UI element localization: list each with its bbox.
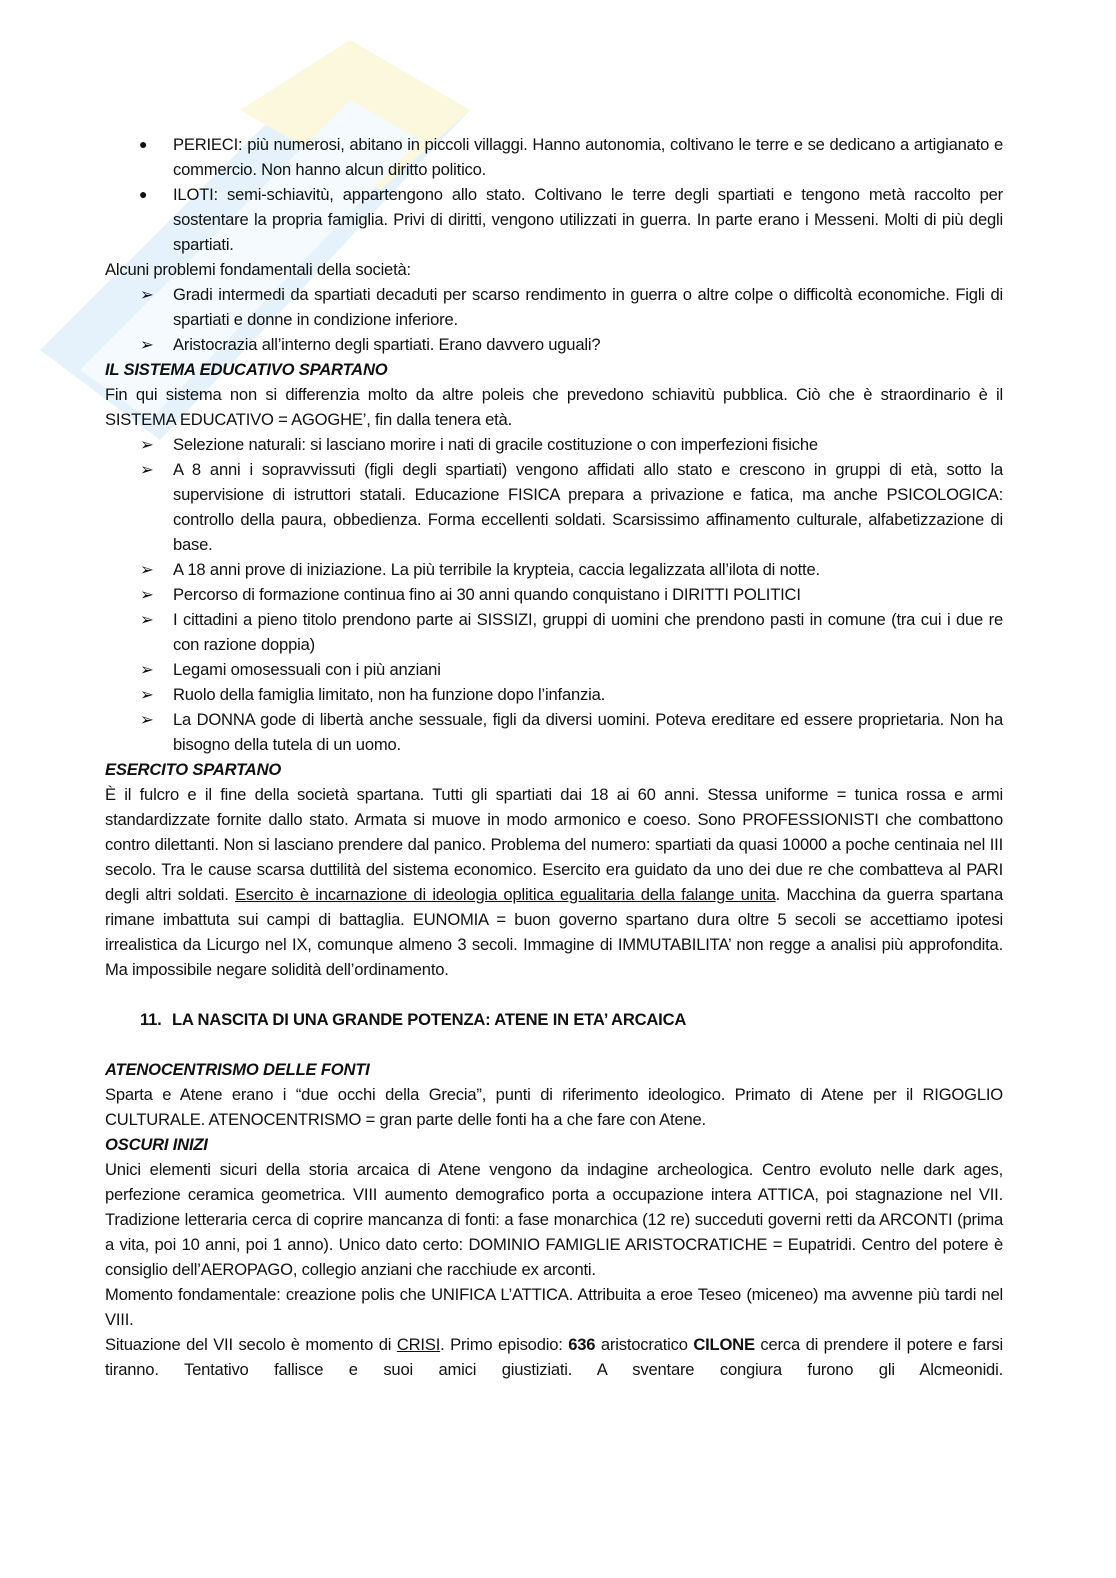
- text-run: Ruolo della famiglia limitato, non ha funzione dopo l’infanzia.: [173, 685, 606, 704]
- paragraph: [105, 1332, 1003, 1382]
- arrow-bullet-icon: ➢: [140, 285, 154, 304]
- paragraph: [105, 257, 1003, 282]
- list-item: [105, 682, 1003, 707]
- text-run: ILOTI: semi-schiavitù, appartengono allo stato. Coltivano le terre degli spartiati e tengono metà raccolto per sostentare la propria famiglia. Privi di diritti, vengono utilizzati in guerra. In parte erano i Messeni. Molti di più degli spartiati.: [173, 185, 1003, 254]
- list-item: [105, 182, 1003, 257]
- list-item: [105, 332, 1003, 357]
- text-run: Unici elementi sicuri della storia arcaica di Atene vengono da indagine archeologica. Centro evoluto nelle dark ages, perfezione ceramica geometrica. VIII aumento demografico porta a occupazione intera ATTICA, poi stagnazione nel VII. Tradizione letteraria cerca di coprire mancanza di fonti: a fase monarchica (12 re) succeduti governi retti da ARCONTI (prima a vita, poi 10 anni, poi 1 anno). Unico dato certo: DOMINIO FAMIGLIE ARISTOCRATICHE = Eupatridi. Centro del potere è consiglio dell’AEROPAGO, collegio anziani che racchiude ex arconti.: [105, 1160, 1003, 1279]
- underlined-text: Esercito è incarnazione di ideologia oplitica egualitaria della falange unita: [235, 885, 776, 904]
- arrow-bullet-icon: ➢: [140, 685, 154, 704]
- arrow-bullet-icon: ➢: [140, 560, 154, 579]
- section-heading: [105, 357, 1003, 382]
- text-run: I cittadini a pieno titolo prendono parte ai SISSIZI, gruppi di uomini che prendono pasti in comune (tra cui i due re con razione doppia): [173, 610, 1003, 654]
- text-run: Sparta e Atene erano i “due occhi della Grecia”, punti di riferimento ideologico. Primato di Atene per il RIGOGLIO CULTURALE. ATENOCENTRISMO = gran parte delle fonti ha a che fare con Atene.: [105, 1085, 1003, 1129]
- text-run: . Macchina da guerra spartana rimane imbattuta sui campi di battaglia. EUNOMIA = buon governo spartano dura oltre 5 secoli se accettiamo ipotesi irrealistica da Licurgo nel IX, comunque almeno 3 secoli. Immagine di IMMUTABILITA’ non regge a analisi più approfondita. Ma impossibile negare solidità dell’ordinamento.: [105, 885, 1003, 979]
- text-run: È il fulcro e il fine della società spartana. Tutti gli spartiati dai 18 ai 60 anni. Stessa uniforme = tunica rossa e armi standardizzate fornite dallo stato. Armata si muove in modo armonico e coeso. Sono PROFESSIONISTI che combattono contro dilettanti. Non si lasciano prendere dal panico. Problema del numero: spartiati da quasi 10000 a poche centinaia nel III secolo. Tra le cause scarsa duttilità del sistema economico. Esercito era guidato da uno dei due re che combatteva al PARI degli altri soldati.: [105, 785, 1003, 904]
- text-run: cerca di prendere il potere e farsi tiranno. Tentativo fallisce e suoi amici giustiziati. A sventare congiura furono gli Alcmeonidi.: [105, 1335, 1004, 1379]
- list-item: [105, 657, 1003, 682]
- section-heading: [105, 757, 1003, 782]
- text-run: A 8 anni i sopravvissuti (figli degli spartiati) vengono affidati allo stato e crescono in gruppi di età, sotto la supervisione di istruttori statali. Educazione FISICA prepara a privazione e fatica, ma anche PSICOLOGICA: controllo della paura, obbedienza. Forma eccellenti soldati. Scarsissimo affinamento culturale, alfabetizzazione di base.: [173, 460, 1003, 554]
- arrow-bullet-icon: ➢: [140, 460, 154, 479]
- bold-text: 636: [568, 1335, 596, 1354]
- text-run: Legami omosessuali con i più anziani: [173, 660, 441, 679]
- list-item: [105, 282, 1003, 332]
- text-run: ESERCITO SPARTANO: [105, 760, 282, 779]
- text-run: Selezione naturali: si lasciano morire i nati di gracile costituzione o con imperfezioni fisiche: [173, 435, 818, 454]
- bold-text: CILONE: [693, 1335, 755, 1354]
- paragraph: [105, 1082, 1003, 1132]
- list-item: [105, 557, 1003, 582]
- paragraph: [105, 1282, 1003, 1332]
- text-run: OSCURI INIZI: [105, 1135, 208, 1154]
- text-run: ATENOCENTRISMO DELLE FONTI: [105, 1060, 370, 1079]
- text-run: PERIECI: più numerosi, abitano in piccoli villaggi. Hanno autonomia, coltivano le terre e se dedicano a artigianato e commercio. Non hanno alcun diritto politico.: [173, 135, 1003, 179]
- list-item: [105, 457, 1003, 557]
- text-run: aristocratico: [595, 1335, 694, 1354]
- chapter-number: 11.: [140, 1010, 162, 1029]
- list-item: [105, 432, 1003, 457]
- text-run: Aristocrazia all’interno degli spartiati. Erano davvero uguali?: [173, 335, 601, 354]
- paragraph: [105, 782, 1003, 982]
- underlined-text: CRISI: [396, 1335, 441, 1354]
- arrow-bullet-icon: ➢: [140, 710, 154, 729]
- bullet-icon: ●: [139, 186, 148, 202]
- text-run: Percorso di formazione continua fino ai 30 anni quando conquistano i DIRITTI POLITICI: [173, 585, 801, 604]
- arrow-bullet-icon: ➢: [140, 335, 154, 354]
- arrow-bullet-icon: ➢: [140, 435, 154, 454]
- arrow-bullet-icon: ➢: [140, 610, 154, 629]
- text-run: IL SISTEMA EDUCATIVO SPARTANO: [105, 360, 388, 379]
- arrow-bullet-icon: ➢: [140, 585, 154, 604]
- document-page: [105, 132, 1003, 1382]
- list-item: [105, 707, 1003, 757]
- text-run: Situazione del VII secolo è momento di: [105, 1335, 397, 1354]
- text-run: A 18 anni prove di iniziazione. La più terribile la krypteia, caccia legalizzata all’ilota di notte.: [173, 560, 820, 579]
- list-item: [105, 132, 1003, 182]
- list-item: [105, 582, 1003, 607]
- paragraph: [105, 1157, 1003, 1282]
- section-heading: [105, 1057, 1003, 1082]
- text-run: La DONNA gode di libertà anche sessuale, figli da diversi uomini. Poteva ereditare ed essere proprietaria. Non ha bisogno della tutela di un uomo.: [173, 710, 1003, 754]
- text-run: Gradi intermedi da spartiati decaduti per scarso rendimento in guerra o altre colpe o difficoltà economiche. Figli di spartiati e donne in condizione inferiore.: [173, 285, 1003, 329]
- text-run: Alcuni problemi fondamentali della società:: [105, 260, 411, 279]
- text-run: Fin qui sistema non si differenzia molto da altre poleis che prevedono schiavitù pubblica. Ciò che è straordinario è il SISTEMA EDUCATIVO = AGOGHE’, fin dalla tenera età.: [105, 385, 1003, 429]
- text-run: Momento fondamentale: creazione polis che UNIFICA L’ATTICA. Attribuita a eroe Teseo (miceneo) ma avvenne più tardi nel VIII.: [105, 1285, 1003, 1329]
- text-run: LA NASCITA DI UNA GRANDE POTENZA: ATENE IN ETA’ ARCAICA: [172, 1010, 687, 1029]
- text-run: . Primo episodio:: [440, 1335, 569, 1354]
- chapter-heading: [105, 1007, 1003, 1032]
- paragraph: [105, 382, 1003, 432]
- section-heading: [105, 1132, 1003, 1157]
- bullet-icon: ●: [139, 136, 148, 152]
- list-item: [105, 607, 1003, 657]
- arrow-bullet-icon: ➢: [140, 660, 154, 679]
